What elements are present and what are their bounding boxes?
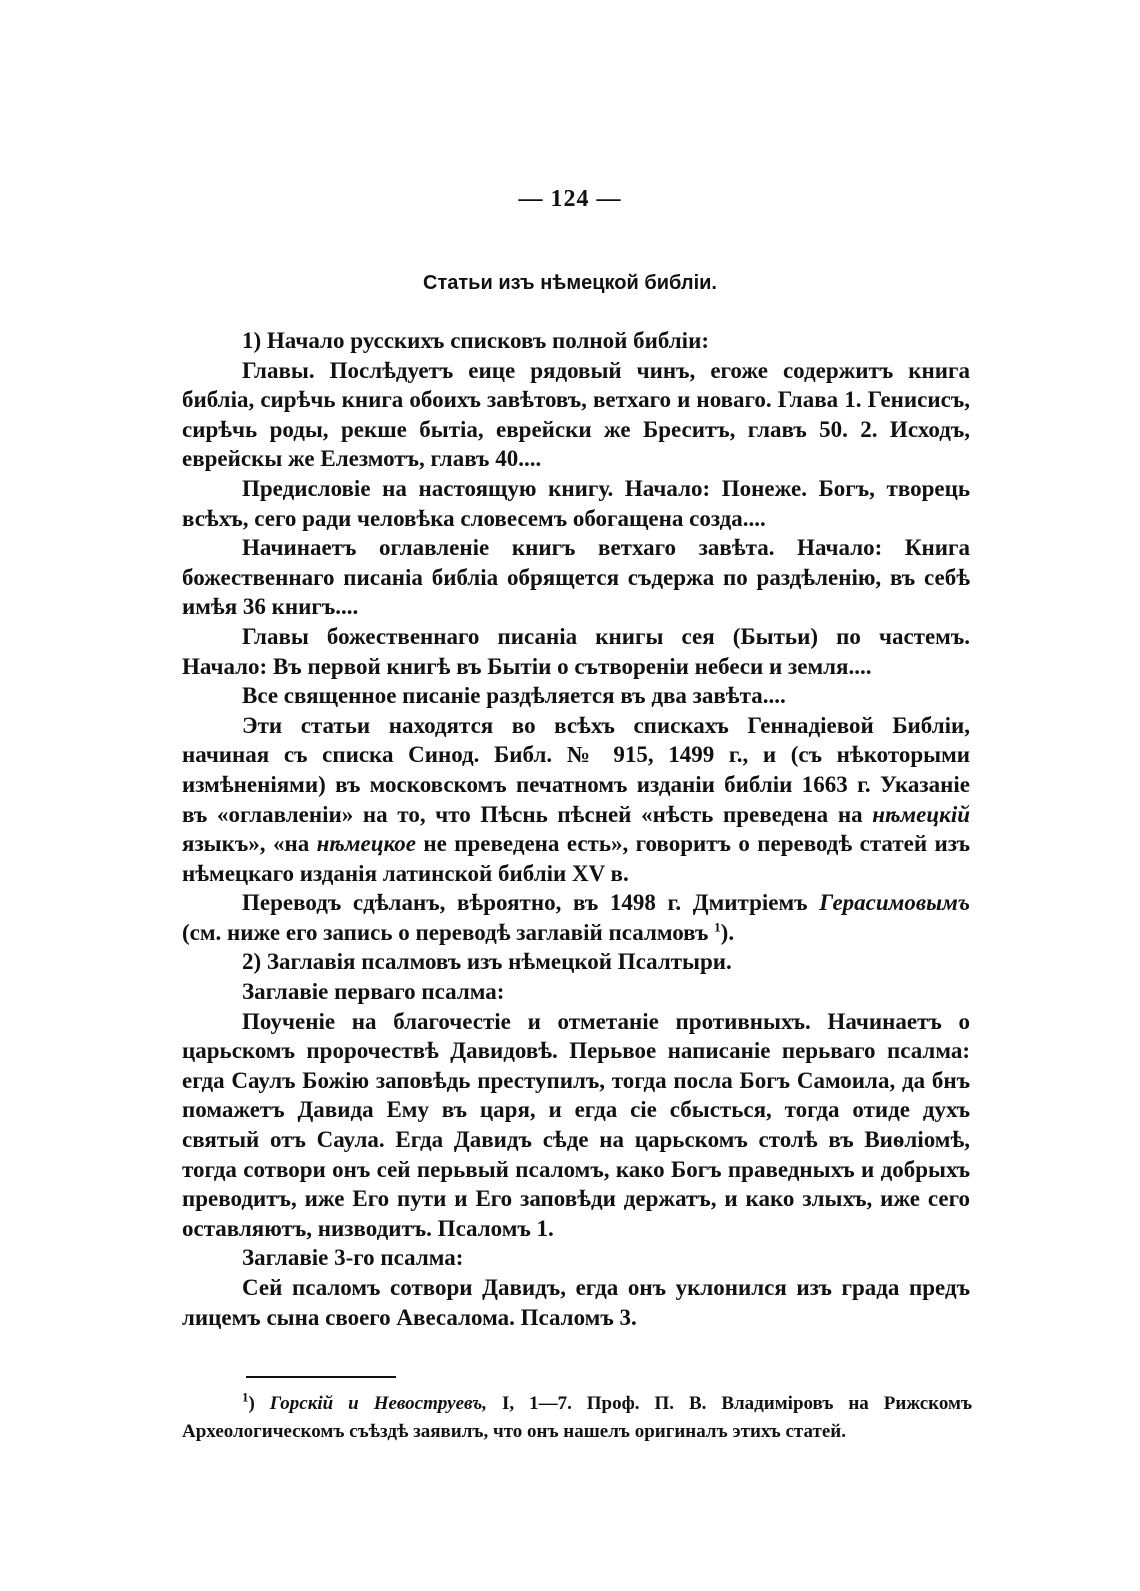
paragraph-2: Главы. Послѣдуетъ еице рядовый чинъ, егоже содержитъ книга библіа, сирѣчь книга обоихъ завѣтовъ, ветхаго и новаго. Глава 1. Генисисъ, сирѣчь роды, рекше бытіа, еврейски же Бреситъ, главъ 50. 2. Исходъ, еврейскы же Елезмотъ, главъ 40.... — [182, 357, 970, 472]
footnote-paragraph: $^1$) Горскій и Невоструевъ, I, 1—7. Проф. П. В. Владиміровъ на Рижскомъ Археологическомъ съѣздѣ заявилъ, что онъ нашелъ оригиналъ этихъ статей. — [182, 1389, 973, 1442]
paragraph-8-italic: Герасимовымъ — [819, 890, 971, 916]
footnote-author-2: Невоструевъ, — [373, 1393, 487, 1414]
footnote-divider — [246, 1376, 396, 1378]
page-number: — 124 — — [518, 186, 622, 212]
paragraph-4: Начинаетъ оглавленіе книгъ ветхаго завѣта. Начало: Книга божественнаго писаніа библіа обрящется съдержа по раздѣленію, въ себѣ имѣя 36 книгъ.... — [182, 535, 970, 620]
paragraph-8-text-a: Переводъ сдѣланъ, вѣроятно, въ 1498 г. Дмитріемъ — [242, 890, 808, 916]
footnote — [182, 1390, 972, 1446]
main-text — [182, 326, 970, 1332]
paragraph-10: Заглавіе перваго псалма: — [242, 979, 505, 1005]
paragraph-8-text-c: ). — [720, 919, 735, 945]
paragraph-11: Поученіе на благочестіе и отметаніе противныхъ. Начинаетъ о царьскомъ пророчествѣ Давидовѣ. Перьвое написаніе перьваго псалма: егда Саулъ Божію заповѣдь преступилъ, тогда посла Богъ Самоила, да бнъ помажетъ Давида Ему въ царя, и егда сіе сбысться, тогда отиде духъ святый отъ Саула. Егда Давидъ сѣде на царьскомъ столѣ въ Виѳліомѣ, тогда сотвори онъ сей перьвый псаломъ, како Богъ праведныхъ и добрыхъ преводитъ, иже Его пути и Его заповѣди держатъ, и како злыхъ, иже сего оставляютъ, низводитъ. Псаломъ 1. — [182, 1008, 970, 1241]
paragraph-7-text-b: языкъ», «на — [182, 831, 310, 857]
paragraph-3: Предисловіе на настоящую книгу. Начало: Понеже. Богъ, творець всѣхъ, сего ради человѣка словесемъ обогащена созда.... — [182, 475, 970, 531]
footnote-reference: 1 — [714, 919, 721, 935]
paragraph-13: Сей псаломъ сотвори Давидъ, егда онъ уклонился изъ града предъ лицемъ сына своего Авесалома. Псаломъ 3. — [182, 1275, 970, 1330]
footnote-marker: 1 — [242, 1389, 249, 1405]
section-heading: Статьи изъ нѣмецкой библіи. — [423, 272, 717, 294]
paragraph-7-text-c: не преведена есть», говоритъ о переводѣ статей изъ нѣмецкаго изданія латинской библіи XV в. — [182, 831, 971, 886]
paragraph-8-text-b: (см. ниже его запись о переводѣ заглавій псалмовъ — [182, 919, 709, 945]
footnote-text: I, 1—7. Проф. П. В. Владиміровъ на Рижскомъ Археологическомъ съѣздѣ заявилъ, что онъ нашелъ оригиналъ этихъ статей. — [182, 1393, 973, 1442]
footnote-author-1: Горскій — [269, 1393, 334, 1414]
paragraph-6: Все священное писаніе раздѣляется въ два завѣта.... — [242, 683, 786, 709]
paragraph-1: 1) Начало русскихъ списковъ полной библіи: — [242, 328, 709, 353]
paragraph-7-text-a: Эти статьи находятся во всѣхъ спискахъ Геннадіевой Библіи, начиная съ списка Синод. Библ. № 915, 1499 г., и (съ нѣкоторыми измѣненіями) въ московскомъ печатномъ изданіи библіи 1663 г. Указаніе въ «оглавленіи» на то, что Пѣснь пѣсней «нѣсть преведена на — [182, 712, 970, 827]
paragraph-7-italic-1: нѣмецкій — [872, 801, 971, 827]
paragraph-7 — [182, 711, 970, 889]
paragraph-7-italic-2: нѣмецкое — [316, 831, 416, 857]
paragraph-9: 2) Заглавія псалмовъ изъ нѣмецкой Псалтыри. — [242, 949, 732, 975]
footnote-conjunction: и — [348, 1393, 359, 1414]
paragraph-8 — [182, 888, 970, 947]
paragraph-12: Заглавіе 3-го псалма: — [242, 1245, 464, 1271]
paragraph-5: Главы божественнаго писаніа книгы сея (Бытьи) по частемъ. Начало: Въ первой книгѣ въ Бытіи о сътвореніи небеси и земля.... — [182, 623, 970, 679]
